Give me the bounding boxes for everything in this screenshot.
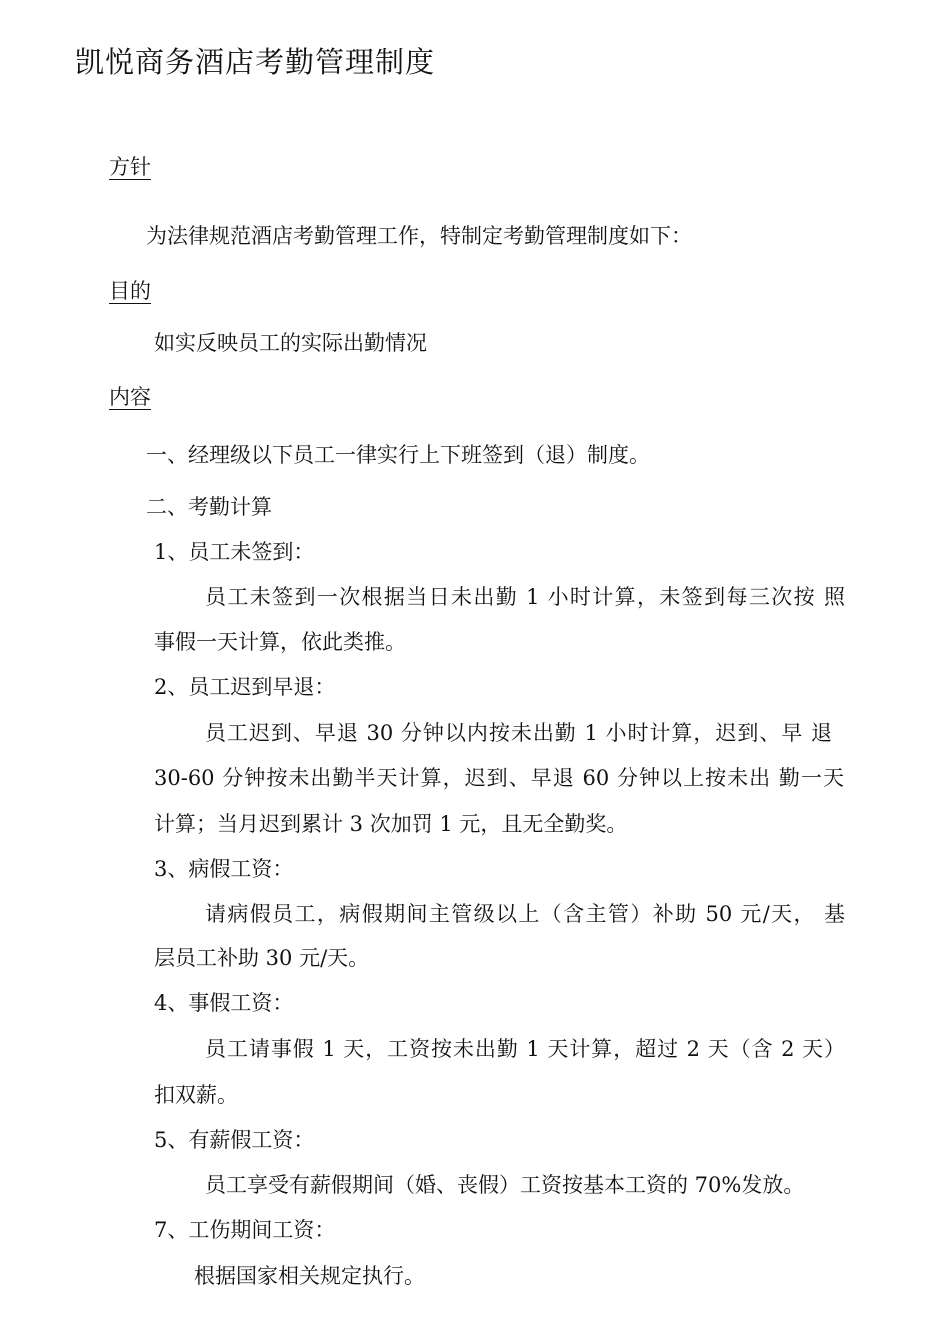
section-2-line-1: 员工迟到、早退 30 分钟以内按未出勤 1 小时计算，迟到、早 退 [205, 721, 832, 745]
section-7-title: 7、工伤期间工资： [154, 1218, 336, 1242]
section-2-line-2: 30-60 分钟按未出勤半天计算，迟到、早退 60 分钟以上按未出 勤一天 [154, 766, 844, 790]
content-item-2: 二、考勤计算 [146, 495, 272, 519]
section-1-title: 1、员工未签到： [154, 540, 315, 564]
section-7-line-1: 根据国家相关规定执行。 [194, 1264, 425, 1288]
section-1-line-2: 事假一天计算，依此类推。 [154, 630, 406, 654]
section-4-title: 4、事假工资： [154, 991, 294, 1015]
section-3-title: 3、病假工资： [154, 857, 294, 881]
section-1-line-1: 员工未签到一次根据当日未出勤 1 小时计算，未签到每三次按 照 [205, 585, 845, 609]
purpose-paragraph: 如实反映员工的实际出勤情况 [154, 331, 427, 355]
section-4-line-2: 扣双薪。 [154, 1083, 238, 1107]
section-2-line-3: 计算；当月迟到累计 3 次加罚 1 元，且无全勤奖。 [154, 812, 628, 836]
section-4-line-1: 员工请事假 1 天，工资按未出勤 1 天计算，超过 2 天（含 2 天） [205, 1037, 845, 1061]
heading-purpose: 目的 [109, 279, 151, 303]
section-5-title: 5、有薪假工资： [154, 1128, 315, 1152]
section-3-line-1: 请病假员工，病假期间主管级以上（含主管）补助 50 元/天， 基 [205, 902, 845, 926]
policy-paragraph: 为法律规范酒店考勤管理工作，特制定考勤管理制度如下： [146, 224, 692, 248]
document-title: 凯悦商务酒店考勤管理制度 [75, 45, 436, 79]
section-3-line-2: 层员工补助 30 元/天。 [154, 946, 370, 970]
heading-content: 内容 [109, 385, 151, 409]
section-5-line-1: 员工享受有薪假期间（婚、丧假）工资按基本工资的 70%发放。 [205, 1173, 805, 1197]
section-2-title: 2、员工迟到早退： [154, 675, 336, 699]
content-item-1: 一、经理级以下员工一律实行上下班签到（退）制度。 [146, 443, 650, 467]
heading-policy: 方针 [109, 155, 151, 179]
